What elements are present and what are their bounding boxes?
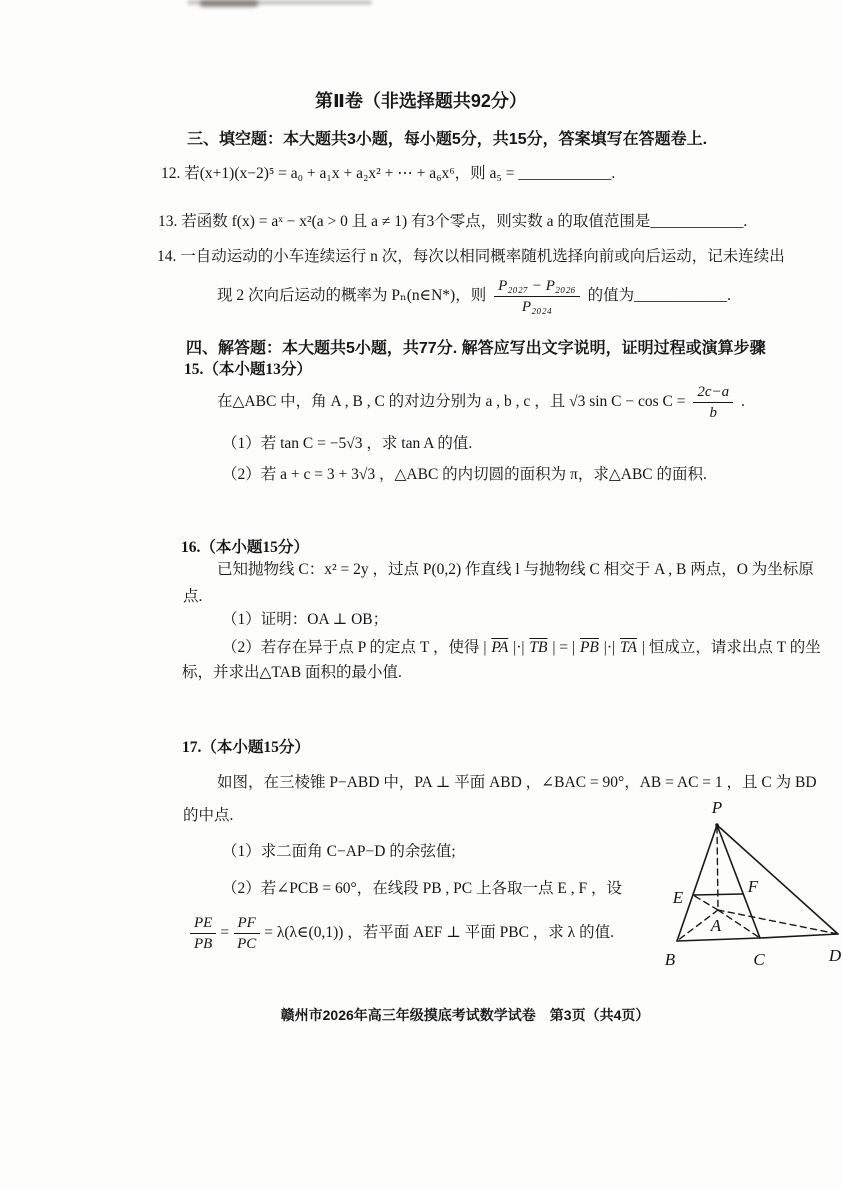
page-footer: 赣州市2026年高三年级摸底考试数学试卷 第3页（共4页） bbox=[280, 1007, 650, 1023]
question-17-heading: 17.（本小题15分） bbox=[182, 739, 310, 756]
question-14-line2 bbox=[217, 268, 731, 324]
tetrahedron-figure bbox=[648, 795, 842, 977]
q16-part2-text: | 恒成立，请求出点 T 的坐 bbox=[637, 639, 821, 656]
q17-f2-numerator: PF bbox=[234, 914, 260, 934]
question-14-line1: 14. 一自动运动的小车连续运行 n 次，每次以相同概率随机选择向前或向后运动，记未连续出 bbox=[157, 248, 785, 265]
q16-vector-pb: $\overline{PB}$ bbox=[579, 639, 599, 656]
edge-pd bbox=[717, 825, 838, 934]
figure-label-a: A bbox=[710, 916, 722, 935]
section4-heading: 四、解答题：本大题共5小题，共77分. 解答应写出文字说明，证明过程或演算步骤 bbox=[186, 340, 766, 357]
q14-fraction bbox=[494, 277, 580, 316]
question-15-heading: 15.（本小题13分） bbox=[184, 361, 312, 378]
question-13: 13. 若函数 f(x) = aˣ − x²(a > 0 且 a ≠ 1) 有3个零点，则实数 a 的取值范围是____________. bbox=[158, 213, 748, 230]
figure-label-e: E bbox=[672, 888, 684, 907]
question-17-part1: （1）求二面角 C−AP−D 的余弦值; bbox=[222, 843, 456, 860]
q14-text-post: 的值为____________. bbox=[583, 287, 732, 305]
q14-fraction-numerator: P₂₀₂₇ − P₂₀₂₆ bbox=[494, 277, 580, 297]
q16-part2-text: | = | bbox=[548, 639, 579, 656]
q14-text-pre: 现 2 次向后运动的概率为 Pₙ(n∈N*)，则 bbox=[217, 287, 491, 305]
q16-part2-text: （2）若存在异于点 P 的定点 T ，使得 | bbox=[222, 639, 491, 656]
question-17-line2: 的中点. bbox=[183, 807, 234, 824]
q15-fraction-denominator: b bbox=[709, 404, 717, 421]
q15-fraction bbox=[693, 383, 733, 422]
q16-vector-pa: $\overline{PA}$ bbox=[491, 639, 509, 656]
question-15-part1: （1）若 tan C = −5√3 ，求 tan A 的值. bbox=[222, 435, 473, 452]
q17-equals: = bbox=[220, 924, 230, 942]
question-17-part2-line1: （2）若∠PCB = 60°，在线段 PB , PC 上各取一点 E , F ，设 bbox=[222, 880, 622, 897]
figure-label-b: B bbox=[664, 950, 676, 969]
q16-part2-text: |·| bbox=[599, 639, 620, 656]
figure-label-f: F bbox=[747, 877, 759, 896]
question-16-part2-line2: 标，并求出△TAB 面积的最小值. bbox=[182, 664, 402, 681]
q16-part2-text: |·| bbox=[509, 639, 529, 656]
q16-vector-ta: $\overline{TA}$ bbox=[620, 639, 637, 656]
question-16-line2: 点. bbox=[183, 588, 203, 605]
question-12: 12. 若(x+1)(x−2)⁵ = a₀ + a₁x + a₂x² + ⋯ + a₆x⁶，则 a₅ = ____________. bbox=[161, 165, 616, 182]
q16-vector-tb: $\overline{TB}$ bbox=[529, 639, 548, 656]
q14-fraction-denominator: P₂₀₂₄ bbox=[521, 298, 552, 315]
question-16-line1: 已知抛物线 C：x² = 2y ，过点 P(0,2) 作直线 l 与抛物线 C 相交于 A , B 两点，O 为坐标原 bbox=[217, 561, 814, 578]
edge-pa-dashed bbox=[717, 827, 718, 910]
vertex-p-dot bbox=[715, 823, 719, 827]
scan-artifact bbox=[200, 0, 258, 7]
section3-heading: 三、填空题：本大题共3小题，每小题5分，共15分，答案填写在答题卷上. bbox=[187, 131, 708, 148]
figure-label-p: P bbox=[711, 798, 723, 817]
q17-fraction-pf-pc bbox=[233, 914, 260, 953]
q17-f1-numerator: PE bbox=[190, 914, 216, 934]
q17-part2-tail: = λ(λ∈(0,1)) ，若平面 AEF ⊥ 平面 PBC ，求 λ 的值. bbox=[264, 924, 614, 942]
question-15-body bbox=[217, 378, 745, 426]
q17-f2-denominator: PC bbox=[237, 935, 257, 952]
figure-label-d: D bbox=[828, 946, 842, 965]
question-16-part2-line1 bbox=[222, 638, 821, 657]
q17-fraction-pe-pb bbox=[190, 914, 216, 953]
q17-f1-denominator: PB bbox=[194, 935, 213, 952]
page-title: 第Ⅱ卷（非选择题共92分） bbox=[315, 91, 527, 111]
q15-text-post: . bbox=[737, 393, 745, 411]
q15-fraction-numerator: 2c−a bbox=[693, 383, 733, 403]
segment-ae-dashed bbox=[693, 895, 718, 910]
question-17-line1: 如图，在三棱锥 P−ABD 中，PA ⊥ 平面 ABD ，∠BAC = 90°，AB = AC = 1 ，且 C 为 BD bbox=[217, 774, 817, 791]
edge-bcd bbox=[677, 934, 838, 941]
question-16-part1: （1）证明：OA ⊥ OB； bbox=[222, 611, 389, 628]
question-16-heading: 16.（本小题15分） bbox=[181, 539, 309, 556]
question-17-part2-line2 bbox=[186, 908, 614, 958]
question-15-part2: （2）若 a + c = 3 + 3√3 ，△ABC 的内切圆的面积为 π，求△ABC 的面积. bbox=[222, 466, 707, 483]
figure-label-c: C bbox=[753, 950, 765, 969]
q15-text-pre: 在△ABC 中，角 A , B , C 的对边分别为 a , b , c ，且 √3 sin C − cos C = bbox=[217, 393, 690, 411]
